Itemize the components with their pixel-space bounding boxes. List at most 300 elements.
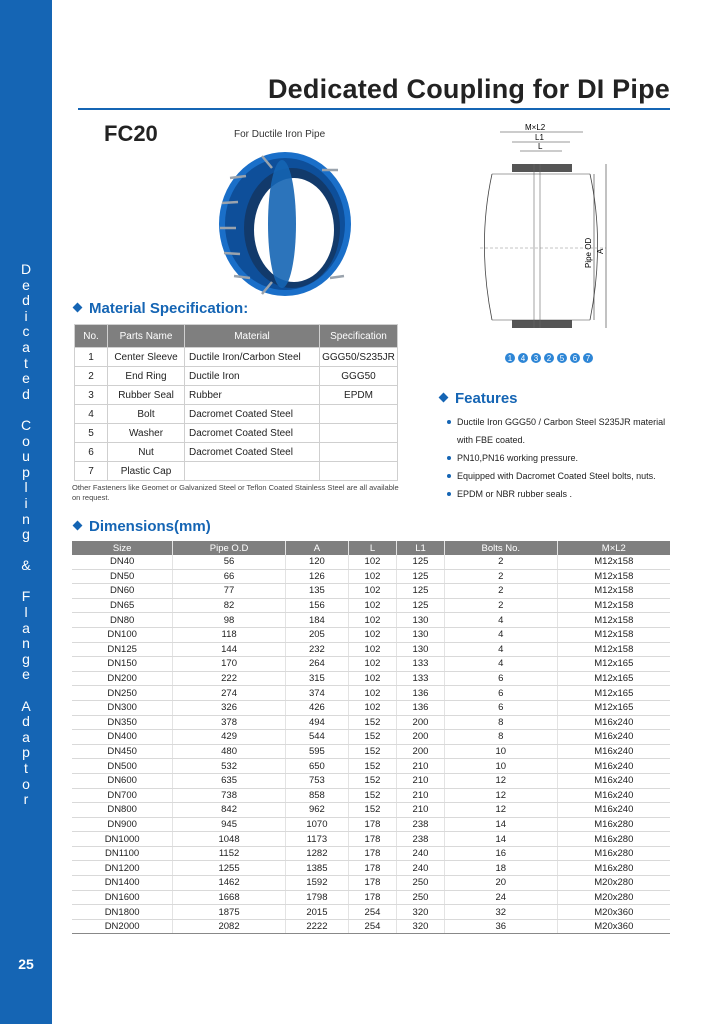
feature-item: [447, 449, 687, 467]
dimensions-row: [72, 584, 670, 599]
product-subtitle: For Ductile Iron Pipe: [234, 129, 326, 140]
dimensions-cell: 480: [173, 744, 286, 759]
dimensions-row: [72, 773, 670, 788]
material-cell: EPDM: [320, 386, 398, 405]
dimensions-cell: DN2000: [72, 919, 173, 934]
dimensions-cell: 1798: [285, 890, 348, 905]
title-divider: [78, 108, 670, 110]
dimensions-cell: 842: [173, 803, 286, 818]
dimensions-cell: M12x158: [557, 555, 670, 569]
dimensions-cell: 254: [348, 919, 396, 934]
dimensions-cell: 32: [444, 905, 557, 920]
dimensions-cell: 125: [396, 569, 444, 584]
dimensions-cell: 210: [396, 773, 444, 788]
feature-item: [447, 467, 687, 485]
dimensions-row: [72, 642, 670, 657]
dimensions-cell: 133: [396, 671, 444, 686]
dimensions-cell: 82: [173, 598, 286, 613]
dimensions-cell: 102: [348, 700, 396, 715]
dimensions-cell: 238: [396, 832, 444, 847]
feature-text: Ductile Iron GGG50 / Carbon Steel S235JR material: [457, 417, 666, 427]
dimensions-cell: 120: [285, 555, 348, 569]
dimensions-cell: 200: [396, 715, 444, 730]
dimensions-cell: 16: [444, 846, 557, 861]
dimensions-cell: DN350: [72, 715, 173, 730]
dimensions-cell: DN700: [72, 788, 173, 803]
material-table: [74, 324, 398, 481]
dimensions-cell: DN1200: [72, 861, 173, 876]
dimensions-cell: 12: [444, 803, 557, 818]
sidebar-letter: o: [22, 432, 30, 449]
dimensions-cell: 178: [348, 832, 396, 847]
dimensions-cell: M16x240: [557, 715, 670, 730]
material-header-material: Material: [185, 325, 320, 348]
dimensions-cell: DN600: [72, 773, 173, 788]
dimensions-row: [72, 730, 670, 745]
dimensions-cell: 24: [444, 890, 557, 905]
sidebar-letter: i: [24, 307, 28, 324]
dimensions-cell: 152: [348, 773, 396, 788]
dimensions-cell: 66: [173, 569, 286, 584]
material-cell: [320, 443, 398, 462]
dimensions-cell: 254: [348, 905, 396, 920]
material-cell: 6: [75, 443, 108, 462]
dimensions-cell: DN150: [72, 657, 173, 672]
dimensions-cell: 858: [285, 788, 348, 803]
dimensions-cell: DN80: [72, 613, 173, 628]
sidebar-letter: l: [24, 604, 28, 621]
sidebar-letter: &: [21, 557, 31, 574]
dimensions-row: [72, 832, 670, 847]
sidebar-letter: p: [22, 463, 30, 480]
material-header-spec: Specification: [320, 325, 398, 348]
dimensions-cell: 102: [348, 584, 396, 599]
dimensions-cell: 1668: [173, 890, 286, 905]
sidebar-letter: [0, 543, 52, 559]
dimensions-cell: 1173: [285, 832, 348, 847]
dimensions-cell: 2222: [285, 919, 348, 934]
dimensions-cell: 102: [348, 671, 396, 686]
dimensions-cell: 152: [348, 759, 396, 774]
dimensions-cell: 222: [173, 671, 286, 686]
dimensions-cell: 2: [444, 569, 557, 584]
dimensions-cell: 14: [444, 817, 557, 832]
dimensions-row: [72, 569, 670, 584]
dimensions-cell: 12: [444, 788, 557, 803]
dimensions-cell: DN1800: [72, 905, 173, 920]
material-cell: Plastic Cap: [108, 462, 185, 481]
dimensions-cell: 136: [396, 686, 444, 701]
dimensions-cell: 156: [285, 598, 348, 613]
dimensions-cell: 4: [444, 627, 557, 642]
dimensions-row: [72, 861, 670, 876]
dimensions-cell: 1255: [173, 861, 286, 876]
dimensions-cell: 2082: [173, 919, 286, 934]
dimensions-cell: 170: [173, 657, 286, 672]
dimensions-cell: 8: [444, 715, 557, 730]
dimensions-cell: M20x360: [557, 905, 670, 920]
dimensions-cell: M12x158: [557, 613, 670, 628]
dimensions-header-cell: Size: [72, 541, 173, 555]
dimensions-heading: [74, 518, 211, 535]
dimensions-row: [72, 919, 670, 934]
feature-item: [447, 485, 687, 503]
dimensions-cell: 102: [348, 598, 396, 613]
material-row: [75, 386, 398, 405]
feature-item: [447, 431, 687, 449]
dimensions-cell: M16x240: [557, 803, 670, 818]
dimensions-cell: 315: [285, 671, 348, 686]
dimensions-cell: 102: [348, 627, 396, 642]
material-cell: Center Sleeve: [108, 348, 185, 367]
dimensions-cell: 36: [444, 919, 557, 934]
material-cell: Nut: [108, 443, 185, 462]
dimensions-cell: 136: [396, 700, 444, 715]
dimensions-header-cell: M×L2: [557, 541, 670, 555]
callout-number: 5: [559, 354, 565, 363]
drawing-label-ml2: M×L2: [525, 123, 546, 132]
dimensions-cell: M12x158: [557, 627, 670, 642]
dimensions-cell: 544: [285, 730, 348, 745]
material-header-no: No.: [75, 325, 108, 348]
dimensions-row: [72, 627, 670, 642]
dimensions-cell: 2: [444, 598, 557, 613]
material-cell: Dacromet Coated Steel: [185, 405, 320, 424]
callout-number: 7: [585, 354, 591, 363]
dimensions-cell: 98: [173, 613, 286, 628]
coupling-technical-drawing: [478, 120, 618, 370]
dimensions-cell: 320: [396, 905, 444, 920]
sidebar-letter: d: [22, 713, 30, 730]
dimensions-cell: 1152: [173, 846, 286, 861]
dimensions-cell: 18: [444, 861, 557, 876]
dimensions-cell: 753: [285, 773, 348, 788]
dimensions-cell: M12x165: [557, 700, 670, 715]
dimensions-cell: 1070: [285, 817, 348, 832]
dimensions-cell: M16x280: [557, 861, 670, 876]
material-cell: Washer: [108, 424, 185, 443]
material-cell: 3: [75, 386, 108, 405]
dimensions-cell: 77: [173, 584, 286, 599]
dimensions-row: [72, 905, 670, 920]
dimensions-cell: 102: [348, 569, 396, 584]
material-cell: 7: [75, 462, 108, 481]
dimensions-cell: 126: [285, 569, 348, 584]
dimensions-cell: 2015: [285, 905, 348, 920]
dimensions-cell: 1385: [285, 861, 348, 876]
dimensions-row: [72, 700, 670, 715]
dimensions-cell: 102: [348, 642, 396, 657]
dimensions-cell: 326: [173, 700, 286, 715]
bullet-dot-icon: [447, 456, 451, 460]
dimensions-cell: 650: [285, 759, 348, 774]
sidebar-letter: e: [22, 276, 30, 293]
features-heading-text: Features: [455, 390, 518, 407]
dimensions-cell: M12x158: [557, 569, 670, 584]
dimensions-cell: 102: [348, 555, 396, 569]
material-cell: [320, 424, 398, 443]
material-row: [75, 462, 398, 481]
dimensions-cell: DN1000: [72, 832, 173, 847]
dimensions-cell: DN500: [72, 759, 173, 774]
sidebar-letter: i: [24, 494, 28, 511]
dimensions-cell: 144: [173, 642, 286, 657]
dimensions-header-cell: Pipe O.D: [173, 541, 286, 555]
material-cell: Dacromet Coated Steel: [185, 424, 320, 443]
dimensions-cell: M16x280: [557, 846, 670, 861]
dimensions-cell: 152: [348, 744, 396, 759]
dimensions-cell: 1462: [173, 876, 286, 891]
dimensions-cell: 240: [396, 846, 444, 861]
dimensions-header-cell: L1: [396, 541, 444, 555]
material-cell: 2: [75, 367, 108, 386]
dimensions-cell: M12x158: [557, 642, 670, 657]
dimensions-cell: DN1400: [72, 876, 173, 891]
dimensions-cell: 102: [348, 613, 396, 628]
dimensions-cell: M16x240: [557, 788, 670, 803]
material-cell: 5: [75, 424, 108, 443]
material-cell: Bolt: [108, 405, 185, 424]
dimensions-cell: 178: [348, 890, 396, 905]
dimensions-row: [72, 890, 670, 905]
dimensions-cell: 1048: [173, 832, 286, 847]
dimensions-cell: 152: [348, 730, 396, 745]
sidebar-letter: g: [22, 526, 30, 543]
drawing-label-l1: L1: [535, 133, 544, 142]
dimensions-cell: DN800: [72, 803, 173, 818]
dimensions-cell: 130: [396, 613, 444, 628]
sidebar-letter: e: [22, 370, 30, 387]
dimensions-cell: DN200: [72, 671, 173, 686]
dimensions-cell: 178: [348, 861, 396, 876]
dimensions-cell: 6: [444, 686, 557, 701]
material-row: [75, 424, 398, 443]
dimensions-row: [72, 817, 670, 832]
dimensions-cell: DN250: [72, 686, 173, 701]
sidebar-letter: e: [22, 666, 30, 683]
dimensions-cell: 378: [173, 715, 286, 730]
material-cell: GGG50/S235JR: [320, 348, 398, 367]
dimensions-cell: 20: [444, 876, 557, 891]
page-title: Dedicated Coupling for DI Pipe: [267, 74, 670, 104]
dimensions-cell: 152: [348, 788, 396, 803]
diamond-bullet-icon: [73, 521, 83, 531]
dimensions-cell: 1282: [285, 846, 348, 861]
dimensions-cell: 4: [444, 642, 557, 657]
dimensions-row: [72, 846, 670, 861]
dimensions-cell: 250: [396, 876, 444, 891]
dimensions-cell: DN1600: [72, 890, 173, 905]
material-header-row: [75, 325, 398, 348]
dimensions-cell: 102: [348, 686, 396, 701]
dimensions-cell: 4: [444, 613, 557, 628]
sidebar-letter: t: [24, 354, 28, 371]
coupling-product-image: [210, 148, 360, 300]
sidebar-letter: A: [21, 697, 31, 714]
dimensions-cell: 2: [444, 584, 557, 599]
dimensions-cell: 962: [285, 803, 348, 818]
material-cell: 4: [75, 405, 108, 424]
dimensions-cell: 2: [444, 555, 557, 569]
dimensions-cell: 152: [348, 803, 396, 818]
dimensions-cell: 250: [396, 890, 444, 905]
dimensions-row: [72, 788, 670, 803]
dimensions-cell: 10: [444, 759, 557, 774]
sidebar-letter: d: [22, 292, 30, 309]
dimensions-cell: 210: [396, 803, 444, 818]
dimensions-cell: 274: [173, 686, 286, 701]
dimensions-row: [72, 715, 670, 730]
material-row: [75, 348, 398, 367]
dimensions-cell: 56: [173, 555, 286, 569]
dimensions-cell: M16x280: [557, 817, 670, 832]
material-cell: [320, 462, 398, 481]
bullet-dot-icon: [447, 474, 451, 478]
dimensions-cell: DN100: [72, 627, 173, 642]
sidebar-letter: [0, 402, 52, 418]
feature-text: PN10,PN16 working pressure.: [457, 453, 579, 463]
dimensions-cell: 210: [396, 759, 444, 774]
sidebar-letter: [0, 683, 52, 699]
material-cell: Rubber: [185, 386, 320, 405]
dimensions-cell: 14: [444, 832, 557, 847]
dimensions-heading-text: Dimensions(mm): [89, 518, 211, 535]
dimensions-cell: M12x165: [557, 686, 670, 701]
dimensions-cell: DN1100: [72, 846, 173, 861]
page-number: 25: [18, 956, 34, 972]
fastener-note: Other Fasteners like Geomet or Galvanized Steel or Teflon Coated Stainless Steel are all available on request.: [72, 483, 399, 502]
dimensions-row: [72, 876, 670, 891]
dimensions-cell: 8: [444, 730, 557, 745]
dimensions-cell: 130: [396, 642, 444, 657]
material-heading: [74, 300, 248, 317]
dimensions-header-cell: L: [348, 541, 396, 555]
dimensions-cell: DN50: [72, 569, 173, 584]
sidebar: [0, 0, 52, 1024]
dimensions-cell: M16x240: [557, 744, 670, 759]
sidebar-letter: a: [22, 728, 30, 745]
callout-number: 3: [533, 354, 539, 363]
dimensions-cell: 738: [173, 788, 286, 803]
dimensions-cell: 635: [173, 773, 286, 788]
material-cell: End Ring: [108, 367, 185, 386]
callout-number: 1: [507, 354, 513, 363]
material-heading-text: Material Specification:: [89, 300, 249, 317]
dimensions-cell: DN400: [72, 730, 173, 745]
dimensions-cell: 200: [396, 730, 444, 745]
dimensions-cell: 130: [396, 627, 444, 642]
dimensions-table: [72, 541, 670, 934]
dimensions-cell: M20x360: [557, 919, 670, 934]
dimensions-row: [72, 598, 670, 613]
dimensions-cell: M12x165: [557, 657, 670, 672]
dimensions-cell: 200: [396, 744, 444, 759]
part-callouts: [505, 353, 594, 364]
dimensions-cell: DN300: [72, 700, 173, 715]
callout-number: 6: [572, 354, 578, 363]
dimensions-cell: 125: [396, 584, 444, 599]
dimensions-cell: 125: [396, 598, 444, 613]
dimensions-cell: M16x240: [557, 773, 670, 788]
dimensions-cell: 429: [173, 730, 286, 745]
dimensions-cell: 4: [444, 657, 557, 672]
feature-item: [447, 413, 687, 431]
diamond-bullet-icon: [439, 393, 449, 403]
drawing-label-l: L: [538, 142, 543, 151]
sidebar-letter: n: [22, 510, 30, 527]
drawing-label-a: A: [596, 248, 605, 254]
sidebar-letter: p: [22, 744, 30, 761]
feature-text: EPDM or NBR rubber seals .: [457, 489, 573, 499]
sidebar-letter: t: [24, 760, 28, 776]
dimensions-cell: 240: [396, 861, 444, 876]
sidebar-letter: a: [22, 338, 30, 355]
dimensions-cell: 532: [173, 759, 286, 774]
dimensions-row: [72, 613, 670, 628]
sidebar-letter: r: [23, 791, 29, 808]
dimensions-cell: M16x240: [557, 759, 670, 774]
dimensions-header-cell: A: [285, 541, 348, 555]
callout-number: 2: [546, 354, 552, 363]
dimensions-cell: 1592: [285, 876, 348, 891]
sidebar-letter: d: [22, 385, 30, 402]
dimensions-cell: 125: [396, 555, 444, 569]
dimensions-cell: 152: [348, 715, 396, 730]
dimensions-cell: M20x280: [557, 876, 670, 891]
diamond-bullet-icon: [73, 303, 83, 313]
material-header-part: Parts Name: [108, 325, 185, 348]
sidebar-letter: l: [24, 479, 28, 496]
dimensions-row: [72, 686, 670, 701]
dimensions-cell: 178: [348, 817, 396, 832]
sidebar-vertical-text: [0, 262, 52, 808]
material-cell: Rubber Seal: [108, 386, 185, 405]
feature-text: Equipped with Dacromet Coated Steel bolts, nuts.: [457, 471, 656, 481]
dimensions-cell: 238: [396, 817, 444, 832]
material-cell: [185, 462, 320, 481]
sidebar-letter: n: [22, 635, 30, 652]
dimensions-cell: 320: [396, 919, 444, 934]
dimensions-cell: M16x280: [557, 832, 670, 847]
material-cell: 1: [75, 348, 108, 367]
feature-text: with FBE coated.: [457, 435, 526, 445]
dimensions-cell: 264: [285, 657, 348, 672]
material-row: [75, 367, 398, 386]
sidebar-letter: [0, 574, 52, 590]
dimensions-cell: 10: [444, 744, 557, 759]
dimensions-cell: 118: [173, 627, 286, 642]
dimensions-cell: 6: [444, 700, 557, 715]
bullet-dot-icon: [447, 492, 451, 496]
dimensions-cell: 232: [285, 642, 348, 657]
features-heading: [440, 390, 518, 407]
dimensions-cell: 426: [285, 700, 348, 715]
dimensions-cell: DN60: [72, 584, 173, 599]
material-cell: Ductile Iron: [185, 367, 320, 386]
dimensions-cell: 205: [285, 627, 348, 642]
bullet-dot-icon: [447, 420, 451, 424]
dimensions-cell: 178: [348, 876, 396, 891]
dimensions-cell: 6: [444, 671, 557, 686]
dimensions-cell: 595: [285, 744, 348, 759]
material-row: [75, 405, 398, 424]
dimensions-cell: 12: [444, 773, 557, 788]
dimensions-cell: M12x158: [557, 584, 670, 599]
dimensions-cell: 1875: [173, 905, 286, 920]
material-cell: Dacromet Coated Steel: [185, 443, 320, 462]
dimensions-cell: DN450: [72, 744, 173, 759]
material-row: [75, 443, 398, 462]
